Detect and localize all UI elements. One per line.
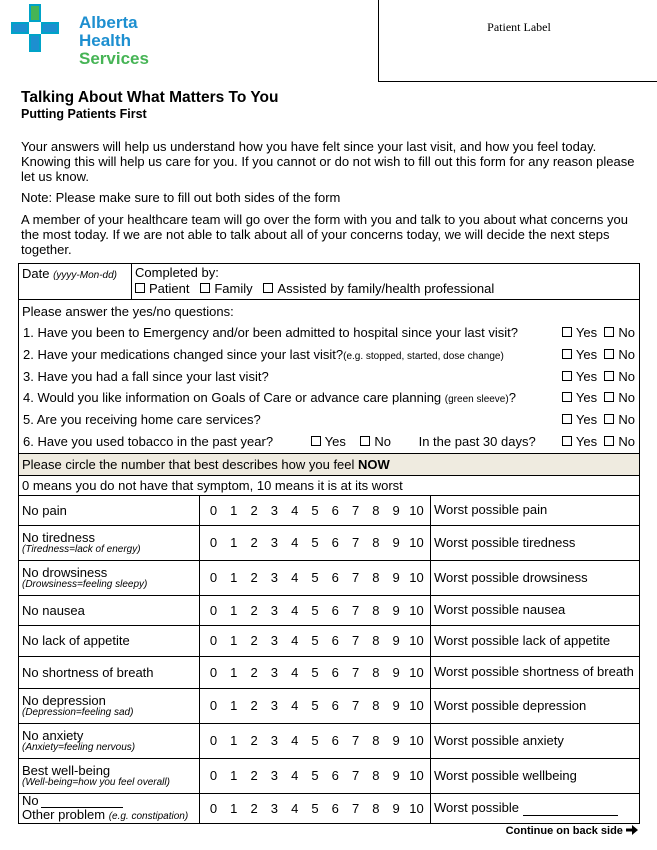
ahs-cross-icon bbox=[11, 4, 63, 52]
checkbox-icon bbox=[562, 436, 572, 446]
symptom-definition: (Drowsiness=feeling sleepy) bbox=[22, 578, 148, 590]
date-row bbox=[19, 264, 640, 300]
completed-by-label: Completed by: bbox=[135, 265, 219, 280]
question-5: 5. Are you receiving home care services? Yes No bbox=[23, 412, 635, 428]
question-list bbox=[22, 322, 636, 431]
scale-number[interactable]: 0 bbox=[209, 698, 218, 714]
checkbox-icon bbox=[200, 283, 210, 293]
scale-number[interactable]: 7 bbox=[351, 602, 360, 618]
date-format: (yyyy-Mon-dd) bbox=[53, 270, 117, 281]
symptom-definition: (Tiredness=lack of energy) bbox=[22, 543, 141, 555]
scale-numbers bbox=[203, 535, 427, 550]
scale-number[interactable]: 4 bbox=[291, 502, 299, 518]
scale-number[interactable]: 6 bbox=[331, 602, 339, 618]
scale-number[interactable]: 3 bbox=[270, 664, 278, 680]
continue-note: Continue on back side bbox=[506, 825, 638, 837]
checkbox-icon bbox=[360, 436, 370, 446]
scale-number[interactable]: 6 bbox=[331, 733, 339, 749]
page-title: Talking About What Matters To You bbox=[21, 89, 279, 106]
symptom-definition: (Well-being=how you feel overall) bbox=[22, 776, 170, 788]
q1-yes[interactable]: Yes bbox=[562, 325, 597, 340]
symptom-worst-label: Worst possible wellbeing bbox=[431, 758, 640, 793]
scale-number[interactable]: 1 bbox=[230, 664, 238, 680]
checkbox-icon bbox=[562, 349, 572, 359]
scale-number[interactable]: 4 bbox=[291, 800, 299, 816]
completed-by-family[interactable]: Family bbox=[200, 281, 252, 296]
scale-number[interactable]: 3 bbox=[270, 733, 278, 749]
scale-number[interactable]: 7 bbox=[351, 800, 360, 816]
patient-label-text: Patient Label bbox=[487, 20, 551, 34]
checkbox-icon bbox=[562, 392, 572, 402]
scale-number[interactable]: 9 bbox=[392, 768, 400, 784]
scale-number[interactable]: 6 bbox=[331, 502, 339, 518]
scale-number[interactable]: 0 bbox=[209, 502, 218, 518]
symptom-worst-label: Worst possible tiredness bbox=[431, 525, 640, 560]
scale-number[interactable]: 6 bbox=[331, 800, 339, 816]
scale-number[interactable]: 10 bbox=[409, 800, 424, 816]
intro-paragraph: Your answers will help us understand how you have felt since your last visit, and how you feel today. Knowing this will help us care for you. If you cannot or do not wish to fill out this form for any reason please let us know. bbox=[21, 139, 635, 184]
scale-number[interactable]: 2 bbox=[250, 733, 258, 749]
scale-number[interactable]: 0 bbox=[209, 800, 218, 816]
scale-number[interactable]: 5 bbox=[311, 535, 319, 551]
scale-number[interactable]: 8 bbox=[372, 602, 380, 618]
scale-instruction-row: Please circle the number that best describes how you feel NOW bbox=[19, 453, 640, 475]
completed-by-patient[interactable]: Patient bbox=[135, 281, 189, 296]
scale-number[interactable]: 2 bbox=[250, 698, 258, 714]
symptom-none-label: No lack of appetite bbox=[22, 633, 130, 649]
symptom-row bbox=[19, 560, 640, 595]
checkbox-icon bbox=[604, 371, 614, 381]
q5-yes[interactable]: Yes bbox=[562, 412, 597, 427]
org-name-line2: Services bbox=[79, 49, 149, 68]
scale-number[interactable]: 9 bbox=[392, 800, 400, 816]
scale-number[interactable]: 3 bbox=[270, 502, 278, 518]
scale-number[interactable]: 0 bbox=[209, 633, 218, 649]
arrow-right-icon bbox=[626, 825, 638, 835]
scale-number[interactable]: 6 bbox=[331, 698, 339, 714]
scale-number[interactable]: 7 bbox=[351, 698, 360, 714]
q3-yes[interactable]: Yes bbox=[562, 369, 597, 384]
scale-number[interactable]: 1 bbox=[230, 768, 238, 784]
scale-numbers bbox=[203, 633, 427, 648]
scale-numbers bbox=[203, 665, 427, 680]
other-problem-row: No Other problem (e.g. constipation) 0 1 2 3 4 5 6 7 8 9 10 Worst possible bbox=[19, 793, 640, 823]
scale-number[interactable]: 7 bbox=[351, 535, 360, 551]
symptom-worst-label: Worst possible lack of appetite bbox=[431, 625, 640, 656]
scale-number[interactable]: 1 bbox=[230, 733, 238, 749]
scale-number[interactable]: 5 bbox=[311, 502, 319, 518]
symptom-none-label: No tiredness bbox=[22, 529, 95, 545]
yes-no-section bbox=[19, 300, 640, 454]
scale-number[interactable]: 3 bbox=[270, 698, 278, 714]
scale-number[interactable]: 1 bbox=[230, 602, 238, 618]
q4-no[interactable]: No bbox=[604, 390, 635, 405]
scale-number[interactable]: 1 bbox=[230, 570, 238, 586]
scale-number[interactable]: 10 bbox=[409, 570, 424, 586]
scale-number[interactable]: 10 bbox=[409, 664, 424, 680]
ahs-logo bbox=[11, 4, 191, 68]
note-paragraph: Note: Please make sure to fill out both sides of the form bbox=[21, 190, 341, 205]
scale-number[interactable]: 2 bbox=[250, 768, 258, 784]
scale-number[interactable]: 4 bbox=[291, 633, 299, 649]
scale-number[interactable]: 6 bbox=[331, 664, 339, 680]
checkbox-icon bbox=[604, 392, 614, 402]
scale-number[interactable]: 8 bbox=[372, 570, 380, 586]
q6-no[interactable]: No bbox=[360, 434, 391, 449]
symptom-none-label: No drowsiness bbox=[22, 564, 108, 580]
scale-number[interactable]: 7 bbox=[351, 664, 360, 680]
scale-number[interactable]: 3 bbox=[270, 602, 278, 618]
scale-number[interactable]: 7 bbox=[351, 633, 360, 649]
question-3: 3. Have you had a fall since your last visit? Yes No bbox=[23, 368, 635, 384]
scale-number[interactable]: 8 bbox=[372, 535, 380, 551]
symptom-none-label: No pain bbox=[22, 502, 67, 518]
symptom-row bbox=[19, 525, 640, 560]
symptom-none-label: No anxiety bbox=[22, 727, 84, 743]
scale-numbers bbox=[203, 503, 427, 518]
q5-no[interactable]: No bbox=[604, 412, 635, 427]
scale-number[interactable]: 10 bbox=[409, 535, 424, 551]
scale-number[interactable]: 9 bbox=[392, 570, 400, 586]
symptom-definition: (Anxiety=feeling nervous) bbox=[22, 741, 136, 753]
scale-number[interactable]: 1 bbox=[230, 502, 238, 518]
scale-number[interactable]: 5 bbox=[311, 698, 319, 714]
q6-30days-no[interactable]: No bbox=[604, 434, 635, 449]
checkbox-icon bbox=[604, 436, 614, 446]
date-label: Date bbox=[22, 266, 50, 281]
symptom-worst-label: Worst possible drowsiness bbox=[431, 560, 640, 595]
scale-number[interactable]: 3 bbox=[270, 800, 278, 816]
page-subtitle: Putting Patients First bbox=[21, 107, 147, 121]
scale-number[interactable]: 4 bbox=[291, 602, 299, 618]
checkbox-icon bbox=[263, 283, 273, 293]
completed-by-cell bbox=[132, 264, 640, 300]
symptom-row bbox=[19, 625, 640, 656]
other-problem-line[interactable] bbox=[41, 794, 123, 808]
q2-no[interactable]: No bbox=[604, 347, 635, 362]
symptom-worst-label: Worst possible pain bbox=[431, 495, 640, 525]
symptom-row bbox=[19, 595, 640, 625]
scale-numbers bbox=[203, 603, 427, 618]
symptom-row bbox=[19, 758, 640, 793]
symptom-none-label: Best well-being bbox=[22, 762, 111, 778]
scale-number[interactable]: 3 bbox=[270, 570, 278, 586]
scale-number[interactable]: 0 bbox=[209, 602, 218, 618]
scale-numbers bbox=[203, 570, 427, 585]
checkbox-icon bbox=[604, 414, 614, 424]
scale-number[interactable]: 5 bbox=[311, 570, 319, 586]
scale-number[interactable]: 7 bbox=[351, 733, 360, 749]
team-paragraph: A member of your healthcare team will go over the form with you and talk to you about what concerns you the most today. If we are not able to talk about all of your concerns today, we will decide the next steps together. bbox=[21, 212, 628, 257]
scale-number[interactable]: 0 bbox=[209, 768, 218, 784]
q4-yes[interactable]: Yes bbox=[562, 390, 597, 405]
scale-number[interactable]: 7 bbox=[351, 502, 360, 518]
symptom-worst-label: Worst possible anxiety bbox=[431, 723, 640, 758]
scale-number[interactable]: 6 bbox=[331, 768, 339, 784]
scale-number[interactable]: 3 bbox=[270, 535, 278, 551]
scale-number[interactable]: 9 bbox=[392, 633, 400, 649]
scale-number[interactable]: 4 bbox=[291, 698, 299, 714]
scale-number[interactable]: 1 bbox=[230, 535, 238, 551]
checkbox-icon bbox=[604, 327, 614, 337]
scale-numbers bbox=[203, 733, 427, 748]
date-field[interactable] bbox=[19, 264, 132, 300]
scale-number[interactable]: 10 bbox=[409, 768, 424, 784]
patient-label-box bbox=[378, 0, 657, 82]
symptom-scale bbox=[19, 495, 640, 793]
scale-number[interactable]: 2 bbox=[250, 633, 258, 649]
scale-number[interactable]: 6 bbox=[331, 570, 339, 586]
scale-number[interactable]: 4 bbox=[291, 664, 299, 680]
scale-number[interactable]: 5 bbox=[311, 800, 319, 816]
scale-number[interactable]: 6 bbox=[331, 633, 339, 649]
scale-number[interactable]: 8 bbox=[372, 733, 380, 749]
scale-number[interactable]: 1 bbox=[230, 633, 238, 649]
scale-number[interactable]: 10 bbox=[409, 633, 424, 649]
scale-number[interactable]: 4 bbox=[291, 570, 299, 586]
scale-number[interactable]: 4 bbox=[291, 768, 299, 784]
q6-30days-yes[interactable]: Yes bbox=[562, 434, 597, 449]
checkbox-icon bbox=[562, 327, 572, 337]
q6-yes[interactable]: Yes bbox=[311, 434, 346, 449]
scale-number[interactable]: 9 bbox=[392, 535, 400, 551]
symptom-worst-label: Worst possible shortness of breath bbox=[431, 656, 640, 688]
scale-number[interactable]: 8 bbox=[372, 502, 380, 518]
scale-numbers bbox=[203, 698, 427, 713]
scale-number[interactable]: 9 bbox=[392, 602, 400, 618]
symptom-none-label: No shortness of breath bbox=[22, 664, 154, 680]
scale-number[interactable]: 1 bbox=[230, 800, 238, 816]
question-6: 6. Have you used tobacco in the past year? Yes No In the past 30 days? Yes No bbox=[23, 433, 635, 449]
scale-number[interactable]: 2 bbox=[250, 502, 258, 518]
other-worst-line[interactable] bbox=[523, 800, 618, 816]
checkbox-icon bbox=[311, 436, 321, 446]
scale-number[interactable]: 10 bbox=[409, 733, 424, 749]
symptom-worst-label: Worst possible nausea bbox=[431, 595, 640, 625]
scale-number[interactable]: 2 bbox=[250, 664, 258, 680]
scale-number[interactable]: 5 bbox=[311, 602, 319, 618]
symptom-row bbox=[19, 656, 640, 688]
scale-number[interactable]: 9 bbox=[392, 664, 400, 680]
scale-number[interactable]: 2 bbox=[250, 570, 258, 586]
scale-number[interactable]: 0 bbox=[209, 664, 218, 680]
scale-number[interactable]: 5 bbox=[311, 768, 319, 784]
scale-number[interactable]: 2 bbox=[250, 800, 258, 816]
question-1: 1. Have you been to Emergency and/or been admitted to hospital since your last visit? Yes No bbox=[23, 325, 635, 340]
scale-number[interactable]: 3 bbox=[270, 633, 278, 649]
symptom-none-label: No depression bbox=[22, 692, 106, 708]
scale-number[interactable]: 3 bbox=[270, 768, 278, 784]
symptom-row bbox=[19, 688, 640, 723]
checkbox-icon bbox=[562, 414, 572, 424]
scale-numbers bbox=[203, 768, 427, 783]
scale-number[interactable]: 5 bbox=[311, 633, 319, 649]
scale-number[interactable]: 7 bbox=[351, 768, 360, 784]
yes-no-heading: Please answer the yes/no questions: bbox=[22, 304, 234, 319]
q1-no[interactable]: No bbox=[604, 325, 635, 340]
scale-number[interactable]: 8 bbox=[372, 698, 380, 714]
checkbox-icon bbox=[135, 283, 145, 293]
assessment-form bbox=[18, 263, 640, 824]
scale-number[interactable]: 10 bbox=[409, 502, 424, 518]
scale-number[interactable]: 10 bbox=[409, 698, 424, 714]
scale-number[interactable]: 4 bbox=[291, 535, 299, 551]
scale-number[interactable]: 0 bbox=[209, 535, 218, 551]
symptom-none-label: No nausea bbox=[22, 602, 85, 618]
scale-number[interactable]: 8 bbox=[372, 768, 380, 784]
scale-explain-row: 0 means you do not have that symptom, 10 means it is at its worst bbox=[19, 475, 640, 495]
scale-number[interactable]: 2 bbox=[250, 535, 258, 551]
symptom-worst-label: Worst possible depression bbox=[431, 688, 640, 723]
scale-number[interactable]: 9 bbox=[392, 502, 400, 518]
scale-number[interactable]: 5 bbox=[311, 733, 319, 749]
question-4: 4. Would you like information on Goals of Care or advance care planning (green sleeve)? Yes No bbox=[23, 390, 635, 406]
checkbox-icon bbox=[562, 371, 572, 381]
scale-number[interactable]: 4 bbox=[291, 733, 299, 749]
scale-number[interactable]: 8 bbox=[372, 633, 380, 649]
scale-number[interactable]: 9 bbox=[392, 733, 400, 749]
symptom-definition: (Depression=feeling sad) bbox=[22, 706, 134, 718]
org-name-line1: Alberta Health bbox=[79, 13, 138, 50]
scale-number[interactable]: 2 bbox=[250, 602, 258, 618]
q2-yes[interactable]: Yes bbox=[562, 347, 597, 362]
scale-number[interactable]: 10 bbox=[409, 602, 424, 618]
q3-no[interactable]: No bbox=[604, 369, 635, 384]
scale-number[interactable]: 5 bbox=[311, 664, 319, 680]
scale-number[interactable]: 0 bbox=[209, 733, 218, 749]
scale-number[interactable]: 0 bbox=[209, 570, 218, 586]
scale-number[interactable]: 8 bbox=[372, 664, 380, 680]
scale-number[interactable]: 1 bbox=[230, 698, 238, 714]
symptom-row bbox=[19, 495, 640, 525]
scale-number[interactable]: 9 bbox=[392, 698, 400, 714]
scale-number[interactable]: 6 bbox=[331, 535, 339, 551]
scale-numbers bbox=[203, 801, 427, 816]
scale-number[interactable]: 7 bbox=[351, 570, 360, 586]
scale-number[interactable]: 8 bbox=[372, 800, 380, 816]
checkbox-icon bbox=[604, 349, 614, 359]
question-2: 2. Have your medications changed since your last visit?(e.g. stopped, started, dose change) Yes No bbox=[23, 346, 635, 362]
completed-by-assisted[interactable]: Assisted by family/health professional bbox=[263, 281, 494, 296]
symptom-row bbox=[19, 723, 640, 758]
